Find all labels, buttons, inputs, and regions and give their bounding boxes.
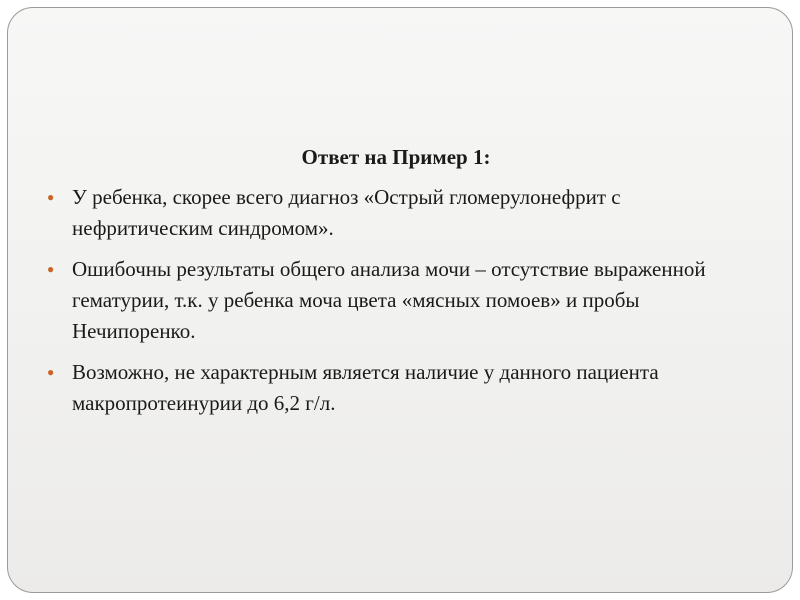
bullet-text: Возможно, не характерным является наличие у данного пациента макропротеинурии до 6,2 г/л. [72, 360, 659, 415]
bullet-icon: ● [47, 190, 55, 204]
list-item [46, 254, 746, 347]
bullet-icon: ● [47, 262, 55, 276]
bullet-list [46, 182, 746, 419]
slide-heading: Ответ на Пример 1: [301, 145, 491, 169]
bullet-text: У ребенка, скорее всего диагноз «Острый гломерулонефрит с нефритическим синдромом». [72, 185, 621, 240]
slide-content [46, 142, 746, 429]
bullet-text: Ошибочны результаты общего анализа мочи – отсутствие выраженной гематурии, т.к. у ребенка моча цвета «мясных помоев» и пробы Нечипоренко. [72, 257, 706, 343]
list-item [46, 182, 746, 244]
bullet-icon: ● [47, 365, 55, 379]
list-item [46, 357, 746, 419]
slide-frame [7, 7, 793, 593]
